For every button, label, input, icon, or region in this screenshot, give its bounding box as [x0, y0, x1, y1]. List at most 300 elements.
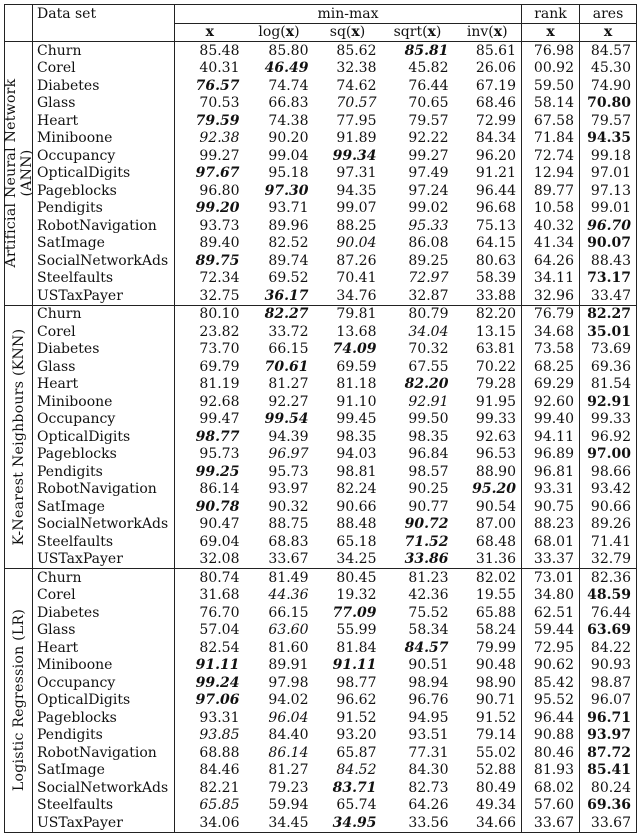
dataset-name: Heart — [33, 376, 175, 394]
table-row — [5, 323, 637, 341]
value-cell-col-sq: 77.09 — [332, 604, 377, 621]
value-cell-col-sq: 13.68 — [336, 323, 377, 340]
value-cell-col-inv: 82.02 — [454, 569, 522, 587]
value-cell-col-base: 80.74 — [175, 569, 245, 587]
value-cell-col-base: 99.24 — [175, 674, 245, 692]
value-cell-col-rank: 32.96 — [522, 287, 580, 305]
value-cell-col-base: 76.70 — [175, 604, 245, 622]
value-cell-col-inv: 63.81 — [475, 341, 517, 358]
dataset-name: USTaxPayer — [33, 551, 175, 569]
value-cell-col-inv: 91.95 — [475, 393, 517, 410]
value-cell-col-rank: 90.75 — [522, 498, 580, 516]
value-cell-col-rank: 96.44 — [522, 709, 580, 727]
value-cell-col-sq: 93.20 — [336, 727, 377, 744]
value-cell-col-sq: 70.57 — [336, 95, 377, 112]
table-row — [5, 217, 637, 235]
value-cell-col-ares: 84.22 — [580, 639, 637, 657]
value-cell-col-sq: 94.03 — [336, 446, 377, 463]
value-cell-col-log: 63.60 — [268, 622, 309, 639]
value-cell-col-sqrt: 85.81 — [382, 42, 454, 60]
table-row — [5, 411, 637, 429]
dataset-name: Miniboone — [33, 393, 175, 411]
value-cell-col-inv: 34.66 — [454, 814, 522, 832]
value-cell-col-log: 68.83 — [268, 533, 309, 550]
dataset-name: SatImage — [33, 498, 175, 516]
value-cell-col-sqrt: 76.44 — [408, 77, 449, 94]
value-cell-col-ares: 82.36 — [580, 569, 637, 587]
value-cell-col-sqrt: 33.86 — [404, 551, 449, 568]
value-cell-col-ares: 88.43 — [580, 252, 637, 270]
value-cell-col-sqrt: 70.32 — [408, 341, 449, 358]
value-cell-col-sq: 74.09 — [332, 341, 377, 358]
value-cell-col-base: 81.19 — [175, 376, 245, 394]
value-cell-col-inv: 72.99 — [475, 112, 517, 129]
dataset-name: Occupancy — [33, 674, 175, 692]
table-row — [5, 358, 637, 376]
value-cell-col-base: 80.10 — [175, 305, 245, 323]
table-row — [5, 551, 637, 569]
value-cell-col-ares: 99.18 — [580, 147, 637, 165]
value-cell-col-log: 34.45 — [245, 814, 314, 832]
subheader-col-log: log(x) — [245, 23, 314, 42]
dataset-name: SocialNetworkAds — [33, 252, 175, 270]
dataset-name: Miniboone — [33, 130, 175, 148]
dataset-name: Steelfaults — [33, 797, 175, 815]
value-cell-col-ares: 98.66 — [580, 463, 637, 481]
value-cell-col-rank: 59.50 — [522, 77, 580, 95]
table-row — [5, 235, 637, 253]
value-cell-col-ares: 45.30 — [580, 60, 637, 78]
header-blank-2 — [5, 23, 33, 42]
value-cell-col-inv: 79.99 — [475, 639, 517, 656]
value-cell-col-base: 73.70 — [175, 341, 245, 359]
value-cell-col-base: 97.06 — [175, 692, 245, 710]
value-cell-col-rank: 73.58 — [522, 341, 580, 359]
value-cell-col-rank: 95.52 — [522, 692, 580, 710]
value-cell-col-inv: 65.88 — [475, 604, 517, 621]
dataset-name: Pageblocks — [33, 182, 175, 200]
table-row — [5, 341, 637, 359]
subheader-col-sqrt: sqrt(x) — [382, 23, 454, 42]
table-row — [5, 639, 637, 657]
value-cell-col-rank: 59.44 — [522, 622, 580, 640]
subheader-col-ares: x — [580, 23, 637, 42]
value-cell-col-log: 93.71 — [268, 200, 309, 217]
value-cell-col-ares: 89.26 — [580, 516, 637, 534]
value-cell-col-inv: 64.15 — [475, 235, 517, 252]
subheader-col-rank: x — [522, 23, 580, 42]
header-row-2 — [5, 23, 637, 42]
value-cell-col-inv: 90.54 — [475, 498, 517, 515]
table-row — [5, 182, 637, 200]
value-cell-col-inv: 96.44 — [475, 182, 517, 199]
table-row — [5, 42, 637, 60]
value-cell-col-rank: 99.40 — [522, 411, 580, 429]
group-label-ann: Artificial Neural Network (ANN) — [5, 42, 33, 306]
dataset-name: Pendigits — [33, 727, 175, 745]
table-row — [5, 498, 637, 516]
value-cell-col-inv: 75.13 — [475, 217, 517, 234]
table-row — [5, 252, 637, 270]
value-cell-col-inv: 68.48 — [475, 533, 517, 550]
value-cell-col-ares: 73.69 — [580, 341, 637, 359]
value-cell-col-base: 65.85 — [175, 797, 245, 815]
dataset-name: Glass — [33, 622, 175, 640]
value-cell-col-log: 59.94 — [268, 797, 309, 814]
value-cell-col-sqrt: 96.84 — [408, 446, 449, 463]
value-cell-col-log: 82.27 — [245, 305, 314, 323]
value-cell-col-ares: 76.44 — [580, 604, 637, 622]
value-cell-col-rank: 41.34 — [522, 235, 580, 253]
dataset-name: RobotNavigation — [33, 217, 175, 235]
header-minmax: min-max — [175, 5, 522, 24]
value-cell-col-ares: 94.35 — [580, 130, 637, 148]
dataset-name: Pageblocks — [33, 709, 175, 727]
group-label-lr: Logistic Regression (LR) — [5, 569, 33, 833]
value-cell-col-sqrt: 84.57 — [404, 639, 449, 656]
value-cell-col-ares: 81.54 — [580, 376, 637, 394]
value-cell-col-sqrt: 99.02 — [408, 200, 449, 217]
table-row — [5, 463, 637, 481]
value-cell-col-inv: 13.15 — [475, 323, 517, 340]
value-cell-col-base: 99.47 — [175, 411, 245, 429]
value-cell-col-base: 69.04 — [175, 533, 245, 551]
value-cell-col-rank: 72.95 — [522, 639, 580, 657]
value-cell-col-sqrt: 33.56 — [382, 814, 454, 832]
value-cell-col-inv: 92.63 — [475, 428, 517, 445]
value-cell-col-base: 57.04 — [175, 622, 245, 640]
value-cell-col-rank: 40.32 — [522, 217, 580, 235]
table-row — [5, 481, 637, 499]
subheader-col-inv: inv(x) — [454, 23, 522, 42]
value-cell-col-base: 99.25 — [175, 463, 245, 481]
table-row — [5, 305, 637, 323]
dataset-name: OpticalDigits — [33, 692, 175, 710]
value-cell-col-sqrt: 98.35 — [408, 428, 449, 445]
value-cell-col-rank: 85.42 — [522, 674, 580, 692]
table-row — [5, 130, 637, 148]
value-cell-col-sqrt: 34.04 — [408, 323, 449, 340]
table-row — [5, 428, 637, 446]
value-cell-col-inv: 79.28 — [475, 376, 517, 393]
table-row — [5, 147, 637, 165]
value-cell-col-inv: 88.90 — [475, 463, 517, 480]
value-cell-col-log: 97.98 — [268, 674, 309, 691]
value-cell-col-sq: 83.71 — [332, 779, 377, 796]
table-row — [5, 779, 637, 797]
value-cell-col-log: 90.20 — [268, 130, 309, 147]
dataset-name: Heart — [33, 639, 175, 657]
value-cell-col-log: 94.39 — [268, 428, 309, 445]
dataset-name: Heart — [33, 112, 175, 130]
value-cell-col-sq: 81.84 — [336, 639, 377, 656]
value-cell-col-base: 92.38 — [175, 130, 245, 148]
value-cell-col-rank: 76.98 — [522, 42, 580, 60]
dataset-name: Occupancy — [33, 147, 175, 165]
value-cell-col-base: 82.54 — [175, 639, 245, 657]
value-cell-col-log: 94.02 — [268, 692, 309, 709]
value-cell-col-sq: 65.74 — [336, 797, 377, 814]
value-cell-col-log: 99.04 — [268, 147, 309, 164]
table-row — [5, 692, 637, 710]
value-cell-col-sq: 91.89 — [336, 130, 377, 147]
value-cell-col-sqrt: 99.27 — [408, 147, 449, 164]
value-cell-col-rank: 00.92 — [522, 60, 580, 78]
value-cell-col-log: 33.67 — [268, 551, 309, 568]
value-cell-col-sqrt: 90.51 — [408, 657, 449, 674]
value-cell-col-base: 93.73 — [175, 217, 245, 235]
table-row — [5, 657, 637, 675]
value-cell-col-rank: 68.01 — [522, 533, 580, 551]
value-cell-col-inv: 67.19 — [475, 77, 517, 94]
value-cell-col-ares: 90.66 — [580, 498, 637, 516]
value-cell-col-ares: 82.27 — [580, 305, 637, 323]
value-cell-col-inv: 96.68 — [475, 200, 517, 217]
dataset-name: Glass — [33, 95, 175, 113]
table-row — [5, 533, 637, 551]
value-cell-col-sqrt: 82.20 — [404, 376, 449, 393]
value-cell-col-ares: 70.80 — [580, 95, 637, 113]
value-cell-col-ares: 87.72 — [580, 744, 637, 762]
value-cell-col-inv: 31.36 — [475, 551, 517, 568]
value-cell-col-sqrt: 95.33 — [408, 217, 449, 234]
value-cell-col-base: 95.73 — [175, 446, 245, 464]
group-label-knn: K-Nearest Neighbours (KNN) — [5, 305, 33, 569]
value-cell-col-sq: 90.04 — [336, 235, 377, 252]
dataset-name: SatImage — [33, 762, 175, 780]
value-cell-col-rank: 88.23 — [522, 516, 580, 534]
value-cell-col-sq: 91.52 — [336, 709, 377, 726]
value-cell-col-log: 85.80 — [245, 42, 314, 60]
value-cell-col-sq: 74.62 — [336, 77, 377, 94]
value-cell-col-log: 88.75 — [268, 516, 309, 533]
value-cell-col-sqrt: 90.72 — [404, 516, 449, 533]
value-cell-col-sq: 96.62 — [336, 692, 377, 709]
value-cell-col-inv: 99.33 — [475, 411, 517, 428]
value-cell-col-ares: 73.17 — [580, 270, 637, 288]
value-cell-col-log: 96.97 — [268, 446, 309, 463]
value-cell-col-sq: 34.76 — [336, 287, 377, 304]
dataset-name: USTaxPayer — [33, 814, 175, 832]
table-row — [5, 112, 637, 130]
value-cell-col-rank: 92.60 — [522, 393, 580, 411]
value-cell-col-log: 81.49 — [245, 569, 314, 587]
value-cell-col-base: 92.68 — [175, 393, 245, 411]
dataset-name: Diabetes — [33, 341, 175, 359]
value-cell-col-rank: 80.46 — [522, 744, 580, 762]
value-cell-col-ares: 99.01 — [580, 200, 637, 218]
value-cell-col-log: 66.15 — [268, 604, 309, 621]
value-cell-col-rank: 81.93 — [522, 762, 580, 780]
value-cell-col-log: 44.36 — [268, 587, 309, 604]
value-cell-col-ares: 80.24 — [580, 779, 637, 797]
value-cell-col-log: 79.23 — [268, 779, 309, 796]
table-row — [5, 446, 637, 464]
value-cell-col-sqrt: 32.87 — [408, 287, 449, 304]
subheader-col-sq: sq(x) — [314, 23, 382, 42]
value-cell-col-sq: 99.34 — [332, 147, 377, 164]
value-cell-col-base: 90.78 — [175, 498, 245, 516]
table-row — [5, 77, 637, 95]
value-cell-col-ares: 96.71 — [580, 709, 637, 727]
header-dataset: Data set — [33, 5, 175, 24]
value-cell-col-rank: 10.58 — [522, 200, 580, 218]
value-cell-col-log: 99.54 — [264, 411, 309, 428]
value-cell-col-sqrt: 94.95 — [408, 709, 449, 726]
value-cell-col-sqrt: 90.25 — [408, 481, 449, 498]
value-cell-col-base: 89.75 — [175, 252, 245, 270]
table-row — [5, 60, 637, 78]
value-cell-col-ares: 96.70 — [580, 217, 637, 235]
value-cell-col-inv: 33.88 — [475, 287, 517, 304]
table-row — [5, 95, 637, 113]
value-cell-col-ares: 48.59 — [580, 587, 637, 605]
dataset-name: OpticalDigits — [33, 428, 175, 446]
value-cell-col-log: 90.32 — [268, 498, 309, 515]
value-cell-col-ares: 96.07 — [580, 692, 637, 710]
value-cell-col-rank: 33.67 — [522, 814, 580, 832]
subheader-col-base: x — [175, 23, 245, 42]
value-cell-col-sq: 32.38 — [336, 60, 377, 77]
value-cell-col-rank: 90.88 — [522, 727, 580, 745]
table-row — [5, 376, 637, 394]
value-cell-col-inv: 55.02 — [475, 744, 517, 761]
value-cell-col-ares: 33.67 — [580, 814, 637, 832]
table-row — [5, 287, 637, 305]
value-cell-col-sq: 98.35 — [336, 428, 377, 445]
value-cell-col-rank: 72.74 — [522, 147, 580, 165]
value-cell-col-log: 66.83 — [268, 95, 309, 112]
value-cell-col-ares: 92.91 — [580, 393, 637, 411]
value-cell-col-log: 95.18 — [268, 165, 309, 182]
value-cell-col-inv: 79.14 — [475, 727, 517, 744]
value-cell-col-ares: 93.42 — [580, 481, 637, 499]
table-body — [2, 42, 637, 833]
value-cell-col-base: 72.34 — [175, 270, 245, 288]
value-cell-col-log: 66.15 — [268, 341, 309, 358]
dataset-name: RobotNavigation — [33, 744, 175, 762]
value-cell-col-base: 76.57 — [175, 77, 245, 95]
value-cell-col-ares: 74.90 — [580, 77, 637, 95]
dataset-name: Corel — [33, 60, 175, 78]
value-cell-col-sqrt: 99.50 — [408, 411, 449, 428]
value-cell-col-base: 99.20 — [175, 200, 245, 218]
value-cell-col-rank: 34.80 — [522, 587, 580, 605]
value-cell-col-ares: 79.57 — [580, 112, 637, 130]
value-cell-col-inv: 49.34 — [475, 797, 517, 814]
value-cell-col-base: 85.48 — [175, 42, 245, 60]
dataset-name: USTaxPayer — [33, 287, 175, 305]
value-cell-col-rank: 12.94 — [522, 165, 580, 183]
value-cell-col-ares: 97.01 — [580, 165, 637, 183]
value-cell-col-inv: 96.53 — [475, 446, 517, 463]
header-ares: ares — [580, 5, 637, 24]
value-cell-col-base: 82.21 — [175, 779, 245, 797]
dataset-name: Corel — [33, 587, 175, 605]
value-cell-col-log: 81.60 — [268, 639, 309, 656]
value-cell-col-sq: 97.31 — [336, 165, 377, 182]
dataset-name: Glass — [33, 358, 175, 376]
value-cell-col-sq: 34.25 — [336, 551, 377, 568]
value-cell-col-sqrt: 64.26 — [408, 797, 449, 814]
dataset-name: Steelfaults — [33, 533, 175, 551]
value-cell-col-ares: 96.92 — [580, 428, 637, 446]
value-cell-col-sqrt: 93.51 — [408, 727, 449, 744]
value-cell-col-sq: 98.77 — [336, 674, 377, 691]
value-cell-col-sqrt: 97.24 — [408, 182, 449, 199]
dataset-name: SocialNetworkAds — [33, 516, 175, 534]
value-cell-col-log: 81.27 — [268, 376, 309, 393]
value-cell-col-sq: 55.99 — [336, 622, 377, 639]
value-cell-col-base: 69.79 — [175, 358, 245, 376]
value-cell-col-sq: 91.11 — [332, 657, 377, 674]
value-cell-col-ares: 97.00 — [580, 446, 637, 464]
value-cell-col-sqrt: 45.82 — [408, 60, 449, 77]
value-cell-col-sqrt: 90.77 — [408, 498, 449, 515]
table-row — [5, 516, 637, 534]
value-cell-col-sq: 82.24 — [336, 481, 377, 498]
value-cell-col-rank: 67.58 — [522, 112, 580, 130]
value-cell-col-log: 92.27 — [268, 393, 309, 410]
table-row — [5, 797, 637, 815]
table-row — [5, 622, 637, 640]
value-cell-col-log: 81.27 — [268, 762, 309, 779]
value-cell-col-base: 98.77 — [175, 428, 245, 446]
value-cell-col-inv: 58.24 — [475, 622, 517, 639]
value-cell-col-ares: 35.01 — [580, 323, 637, 341]
value-cell-col-inv: 91.52 — [475, 709, 517, 726]
results-table — [4, 4, 637, 833]
value-cell-col-sqrt: 58.34 — [408, 622, 449, 639]
value-cell-col-ares: 90.07 — [580, 235, 637, 253]
value-cell-col-log: 84.40 — [268, 727, 309, 744]
value-cell-col-sqrt: 96.76 — [408, 692, 449, 709]
value-cell-col-inv: 85.61 — [454, 42, 522, 60]
value-cell-col-inv: 68.46 — [475, 95, 517, 112]
value-cell-col-log: 46.49 — [264, 60, 309, 77]
value-cell-col-inv: 26.06 — [475, 60, 517, 77]
value-cell-col-inv: 90.48 — [475, 657, 517, 674]
value-cell-col-rank: 57.60 — [522, 797, 580, 815]
value-cell-col-sqrt: 80.79 — [382, 305, 454, 323]
value-cell-col-base: 68.88 — [175, 744, 245, 762]
dataset-name: Churn — [33, 305, 175, 323]
value-cell-col-base: 93.31 — [175, 709, 245, 727]
value-cell-col-inv: 82.20 — [454, 305, 522, 323]
value-cell-col-inv: 98.90 — [475, 674, 517, 691]
value-cell-col-ares: 69.36 — [580, 797, 637, 815]
header-dataset-blank — [33, 23, 175, 42]
value-cell-col-base: 40.31 — [175, 60, 245, 78]
value-cell-col-ares: 97.13 — [580, 182, 637, 200]
value-cell-col-rank: 68.25 — [522, 358, 580, 376]
value-cell-col-log: 89.74 — [268, 252, 309, 269]
table-row — [5, 744, 637, 762]
value-cell-col-inv: 58.39 — [475, 270, 517, 287]
value-cell-col-rank: 73.01 — [522, 569, 580, 587]
value-cell-col-ares: 93.97 — [580, 727, 637, 745]
value-cell-col-rank: 96.81 — [522, 463, 580, 481]
value-cell-col-sqrt: 98.94 — [408, 674, 449, 691]
value-cell-col-rank: 68.02 — [522, 779, 580, 797]
value-cell-col-ares: 99.33 — [580, 411, 637, 429]
value-cell-col-log: 33.72 — [268, 323, 309, 340]
value-cell-col-sq: 91.10 — [336, 393, 377, 410]
value-cell-col-base: 97.67 — [175, 165, 245, 183]
value-cell-col-sq: 99.07 — [336, 200, 377, 217]
value-cell-col-ares: 32.79 — [580, 551, 637, 569]
value-cell-col-log: 97.30 — [264, 182, 309, 199]
